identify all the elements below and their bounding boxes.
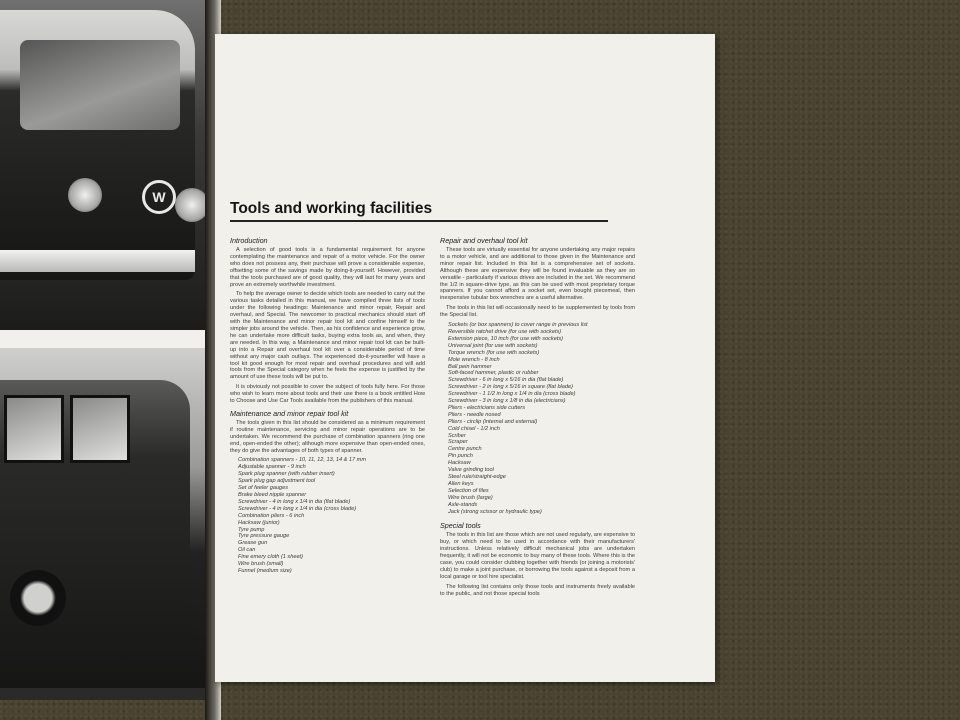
list-item: Mole wrench - 8 inch [448,356,500,363]
list-item: Wire brush (large) [448,494,493,501]
page-title: Tools and working facilities [230,200,433,217]
photo-page [0,0,213,700]
list-item: Jack (strong scissor or hydraulic type) [448,508,542,515]
list-item: Oil can [238,547,256,554]
list-item: Torque wrench (for use with sockets) [448,349,540,356]
list-item: Centre punch [448,446,482,453]
van-windshield [20,40,180,130]
list-item: Tyre pump [238,526,265,533]
list-item: Pliers - needle nosed [448,411,501,418]
list-item: Sockets (or box spanners) to cover range in previous list [448,322,588,329]
list-item: Axle-stands [448,501,478,508]
list-item: Pin punch [448,453,473,460]
introduction-paragraph: A selection of good tools is a fundamental requirement for anyone contemplating the maintenance and repair of a motor vehicle. For the owner who does not possess any, their purchase will prove a considerable expense, offsetting some of the savings made by doing-it-yourself. However, provided that the tools purchased are of good quality, they will last for many years and prove an extremely worthwhile investment. [230,247,425,288]
list-item: Ball pein hammer [448,363,492,370]
repair-paragraph: These tools are virtually essential for anyone undertaking any major repairs to a motor vehicle, and are additional to those given in the Maintenance and minor repair list. Included in this list is a comprehensive set of sockets. Although these are expensive they will be found invaluable as they are so versatile - particularly if various drives are included in the set. We recommend the 1/2 in square-drive type, as this can be used with most proprietary torque spanners. If you cannot afford a socket set, even bought piecemeal, then inexpensive tubular box wrenches are a useful alternative. [440,247,635,302]
list-item: Wire brush (small) [238,561,284,568]
list-item: Screwdriver - 6 in long x 5/16 in dia (flat blade) [448,377,564,384]
list-item: Brake bleed nipple spanner [238,492,307,498]
list-item: Pliers - electricians side cutters [448,404,526,411]
list-item: Pliers - circlip (internal and external) [448,418,538,425]
list-item: Soft-faced hammer, plastic or rubber [448,370,539,377]
list-item: Scraper [448,439,468,446]
introduction-paragraph: To help the average owner to decide which tools are needed to carry out the various tasks detailed in this manual, we have compiled three lists of tools under the following headings: Maintenance and minor repair, Repair and overhaul, and Special. The newcomer to practical mechanics should start off with the Maintenance and minor repair tool kit and confine himself to the simpler jobs around the vehicle. Then, as his confidence and experience grow, he can undertake more difficult tasks, buying extra tools as, and when, they are needed. In this way, a Maintenance and minor repair tool kit can be built-up into a Repair and overhaul tool kit over a considerable period of time without any major cash outlays. The experienced do-it-yourselfer will have a tool kit good enough for most repair and overhaul procedures and will add tools from the Special category when he feels the expense is justified by the amount of use these tools will be put to. [230,291,425,381]
list-item: Extension piece, 10 inch (for use with sockets) [448,335,564,342]
list-item: Reversible ratchet drive (for use with sockets) [448,328,562,335]
list-item: Grease gun [238,540,268,547]
special-tools-paragraph: The following list contains only those tools and instruments freely available to the public, and not those special tools [440,583,635,597]
title-rule [230,220,608,222]
headlight-right [175,188,209,222]
list-item: Adjustable spanner - 9 inch [238,464,306,471]
list-item: Universal joint (for use with sockets) [448,342,538,349]
list-item: Valve grinding tool [448,467,494,474]
repair-heading: Repair and overhaul tool kit [440,236,528,245]
list-item: Screwdriver - 4 in long x 1/4 in dia (flat blade) [238,498,351,505]
list-item: Set of feeler gauges [238,485,289,492]
special-tools-heading: Special tools [440,521,481,531]
maintenance-heading: Maintenance and minor repair tool kit [230,408,349,418]
van-front-photo [0,0,210,330]
list-item: Combination spanners - 10, 11, 12, 13, 14 & 17 mm [238,457,367,464]
van-wheel [10,570,66,626]
list-item: Screwdriver - 1 1/2 in long x 1/4 in dia (cross blade) [448,391,576,398]
list-item: Hacksaw [448,460,471,467]
list-item: Screwdriver - 2 in long x 5/16 in square (flat blade) [448,384,573,391]
list-item: Spark plug spanner (with rubber insert) [238,471,335,478]
list-item: Funnel (medium size) [238,567,292,574]
van-bumper [0,250,195,272]
maintenance-paragraph: The tools given in this list should be considered as a minimum requirement if routine maintenance, servicing and minor repair operations are to be undertaken. We recommend the purchase of combination spanners (ring one end, open-ended the other); although more expensive than open-ended ones, they do give the advantages of both types of spanner. [230,419,425,454]
list-item: Tyre pressure gauge [238,533,290,540]
left-text-column [230,232,425,581]
headlight-left [68,178,102,212]
list-item: Steel rule/straight-edge [448,474,506,480]
list-item: Scriber [448,432,466,439]
introduction-paragraph: It is obviously not possible to cover the subject of tools fully here. For those who wish to learn more about tools and their use there is a book entitled How to Choose and Use Car Tools available from the publishers of this manual. [230,384,425,405]
maintenance-tool-list [230,457,425,574]
list-item: Screwdriver - 4 in long x 1/4 in dia (cross blade) [238,505,357,512]
list-item: Cold chisel - 1/2 inch [448,425,500,432]
repair-paragraph: The tools in this list will occasionally need to be supplemented by tools from the Special list. [440,305,635,319]
right-text-column [440,232,635,601]
list-item: Selection of files [448,487,489,494]
van-front-body [0,10,195,280]
introduction-heading: Introduction [230,236,268,245]
van-window [70,395,130,463]
repair-tool-list [440,322,635,515]
list-item: Spark plug gap adjustment tool [238,478,316,485]
list-item: Allen keys [448,480,474,487]
text-page [215,34,715,682]
vw-logo-icon: W [142,180,176,214]
list-item: Screwdriver - 3 in long x 1/8 in dia (electricians) [448,398,566,405]
photo-divider [0,330,210,348]
van-window [4,395,64,463]
list-item: Fine emery cloth (1 sheet) [238,554,303,561]
list-item: Hacksaw (junior) [238,519,280,526]
special-tools-paragraph: The tools in this list are those which are not used regularly, are expensive to buy, or which need to be used in accordance with their manufacturers' instructions. Unless relatively difficult mechanical jobs are undertaken frequently, it will not be economic to buy many of these tools. Where this is the case, you could consider clubbing together with friends (or joining a motorists' club) to make a joint purchase, or borrowing the tools against a deposit from a local garage or tool hire specialist. [440,532,635,580]
list-item: Combination pliers - 6 inch [238,512,305,519]
